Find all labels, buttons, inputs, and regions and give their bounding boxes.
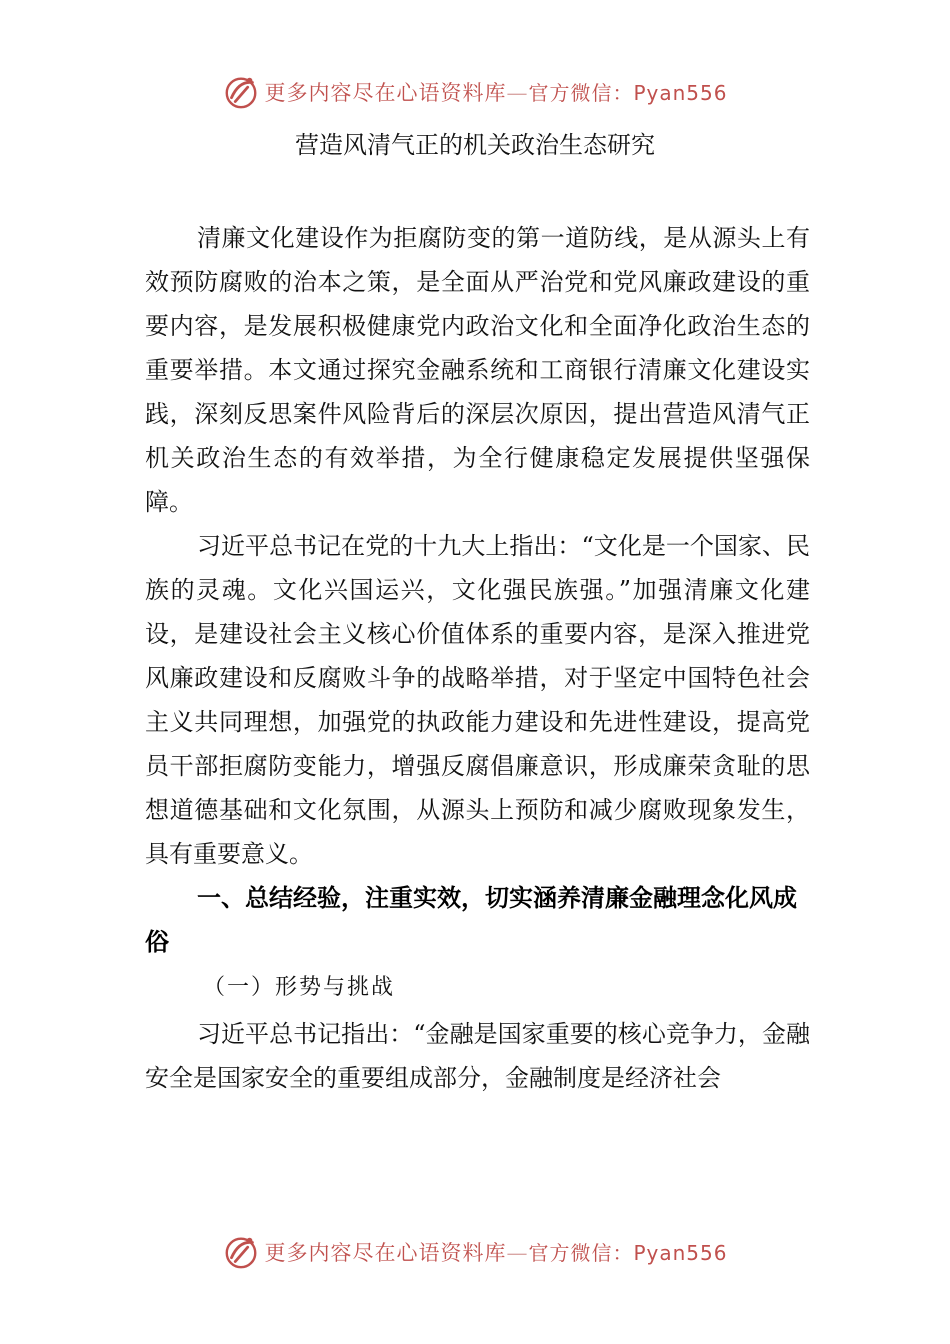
- watermark-footer: [0, 1230, 950, 1274]
- watermark-separator: —: [506, 81, 529, 105]
- subsection-heading-1: （一）形势与挑战: [203, 975, 396, 1000]
- watermark-text: 更多内容尽在心语资料库: [264, 1241, 507, 1265]
- watermark-header: [0, 70, 950, 114]
- paragraph-1: 清廉文化建设作为拒腐防变的第一道防线，是从源头上有效预防腐败的治本之策，是全面从严治党和党风廉政建设的重要内容，是发展积极健康党内政治文化和全面净化政治生态的重要举措。本文通过探究金融系统和工商银行清廉文化建设实践，深刻反思案件风险背后的深层次原因，提出营造风清气正机关政治生态的有效举措，为全行健康稳定发展提供坚强保障。: [145, 224, 810, 516]
- brand-logo-icon: [222, 1233, 260, 1271]
- document-title: 营造风清气正的机关政治生态研究: [295, 131, 655, 159]
- section-heading-1: 一、总结经验，注重实效，切实涵养清廉金融理念化风成俗: [145, 884, 797, 956]
- watermark-text: 更多内容尽在心语资料库: [264, 81, 507, 105]
- watermark-separator: —: [506, 1241, 529, 1265]
- watermark-wechat: 官方微信：Pyan556: [528, 81, 728, 105]
- paragraph-2: 习近平总书记在党的十九大上指出：“文化是一个国家、民族的灵魂。文化兴国运兴，文化强民族强。”加强清廉文化建设，是建设社会主义核心价值体系的重要内容，是深入推进党风廉政建设和反腐败斗争的战略举措，对于坚定中国特色社会主义共同理想，加强党的执政能力建设和先进性建设，提高党员干部拒腐防变能力，增强反腐倡廉意识，形成廉荣贪耻的思想道德基础和文化氛围，从源头上预防和减少腐败现象发生，具有重要意义。: [145, 532, 810, 868]
- document-body: [145, 216, 810, 1100]
- paragraph-3: 习近平总书记指出：“金融是国家重要的核心竞争力，金融安全是国家安全的重要组成部分，金融制度是经济社会: [145, 1020, 810, 1092]
- watermark-wechat: 官方微信：Pyan556: [528, 1241, 728, 1265]
- brand-logo-icon: [222, 73, 260, 111]
